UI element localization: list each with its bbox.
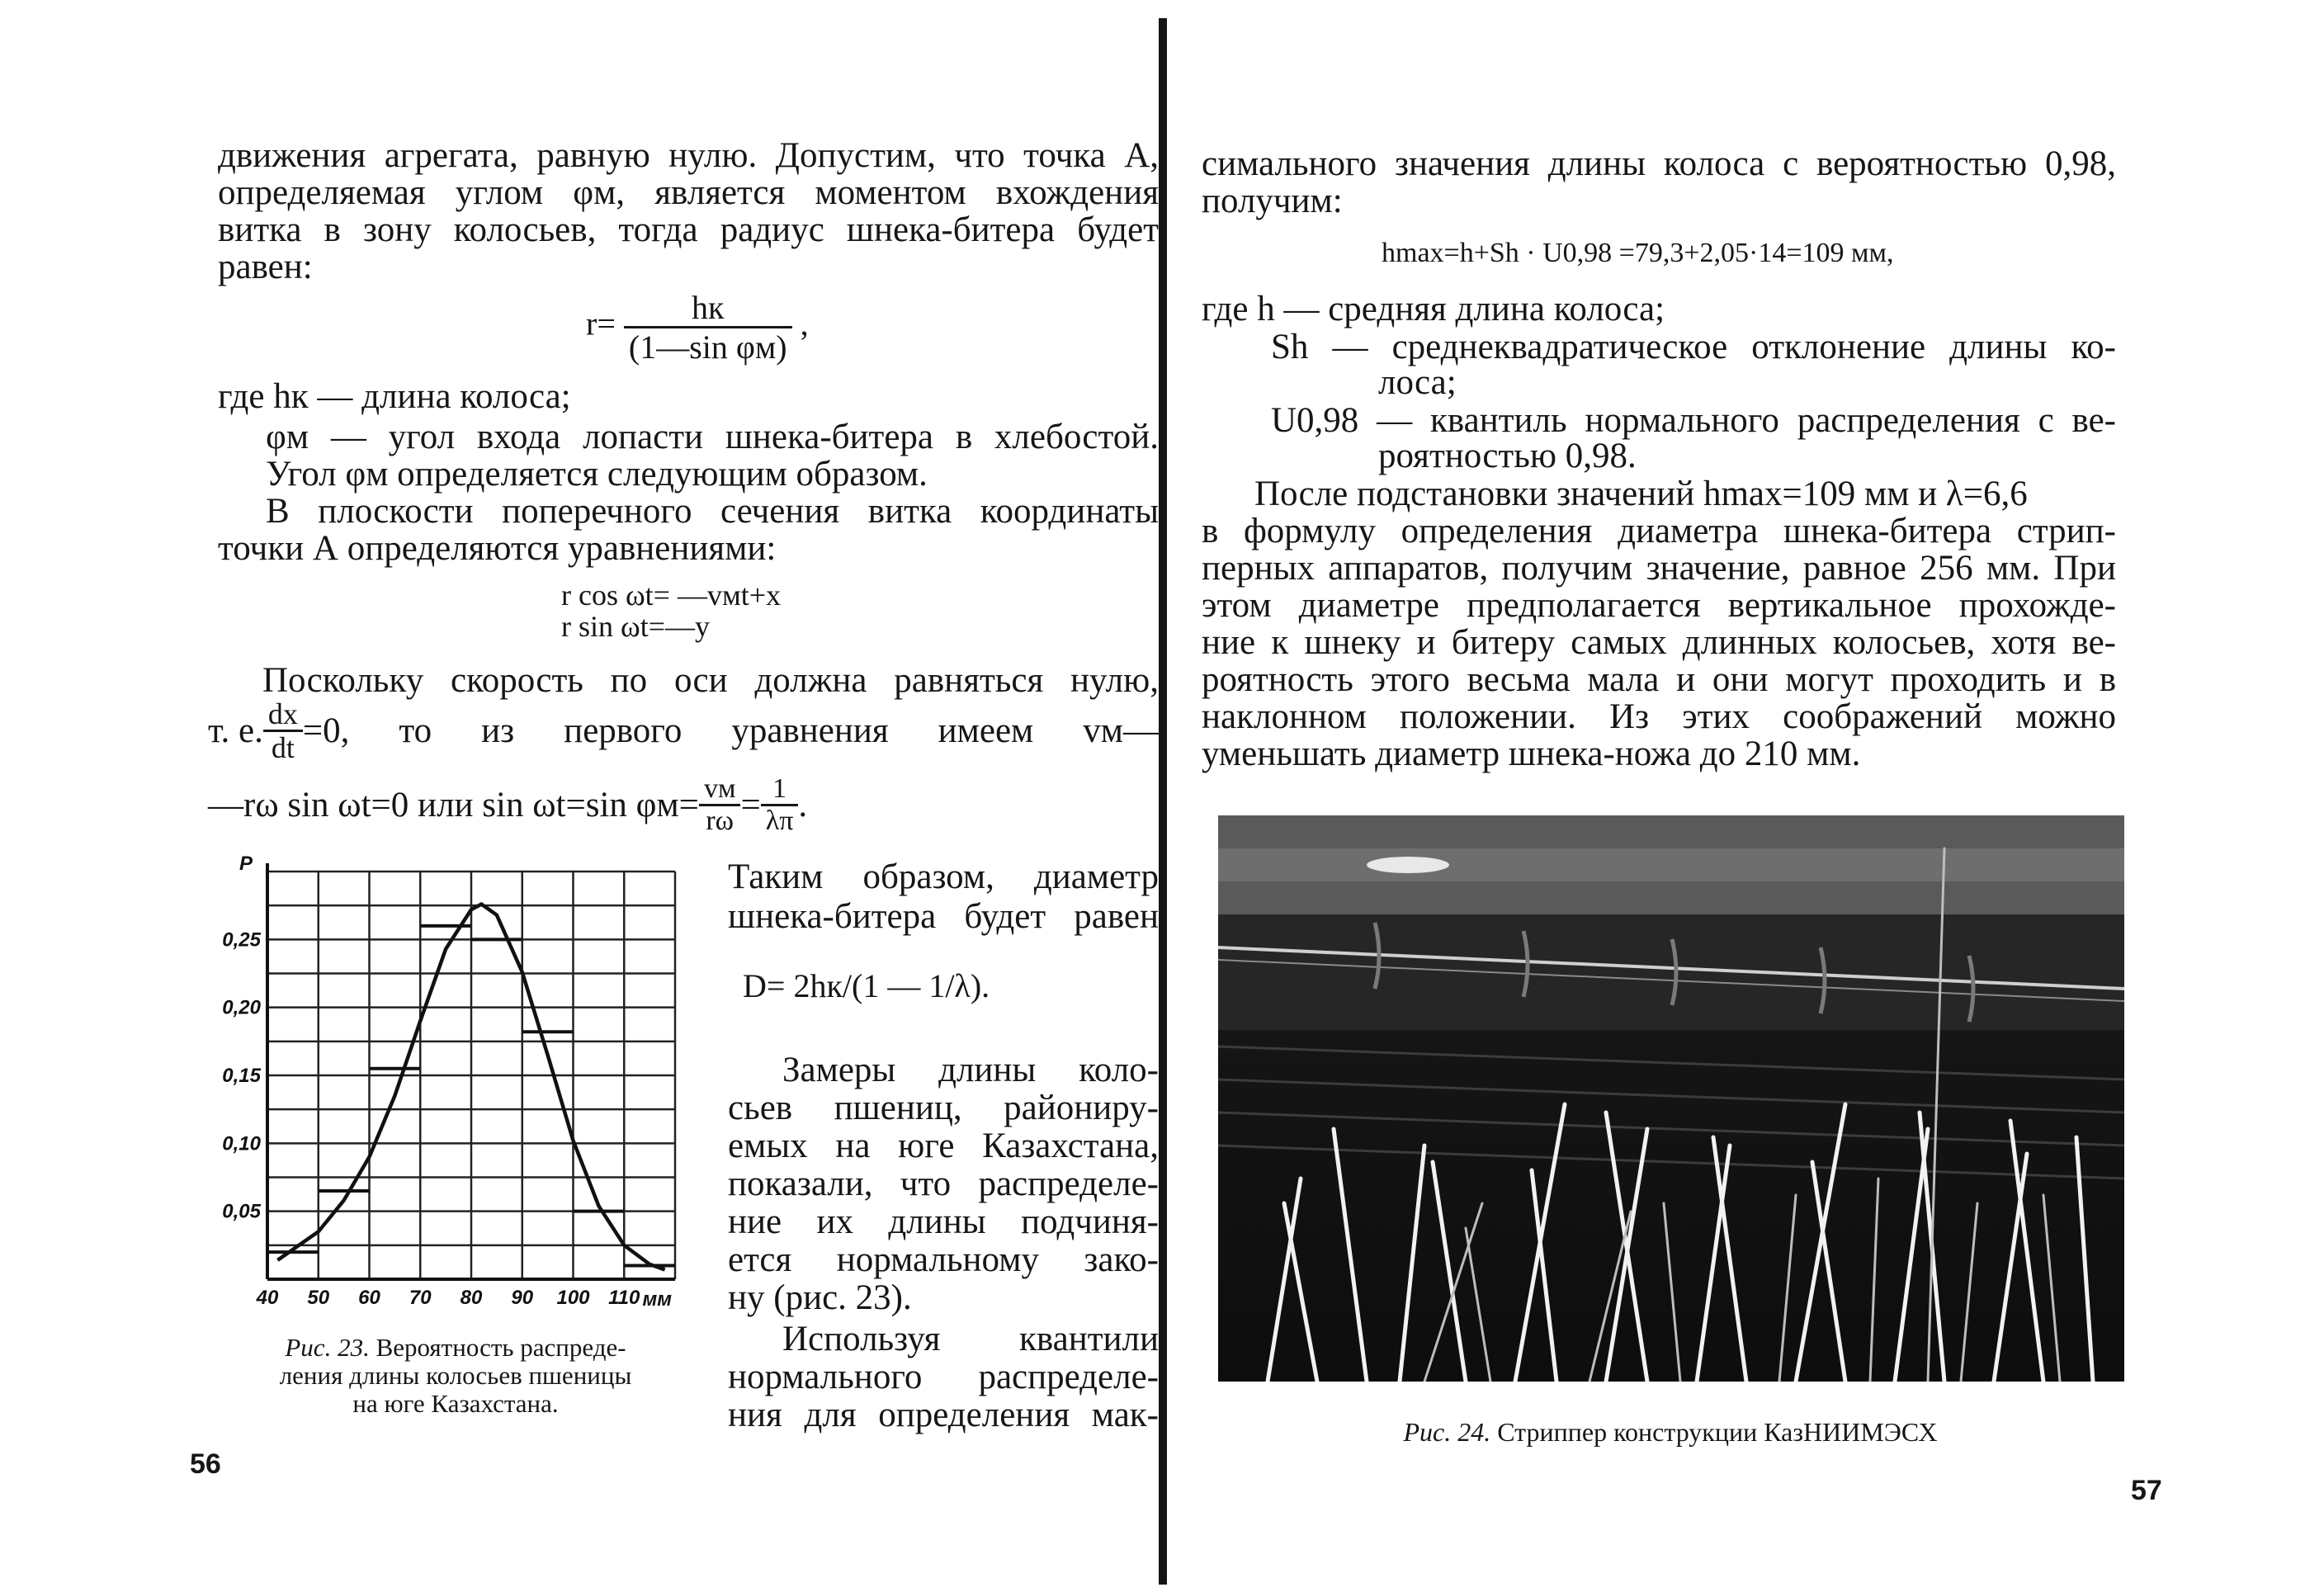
text-line bbox=[208, 774, 807, 836]
y-axis-label: P bbox=[239, 853, 253, 875]
velocity-numerator: vм bbox=[699, 774, 741, 806]
text-line: перных аппаратов, получим значение, равное 256 мм. При bbox=[1202, 549, 2116, 588]
text-line: Поскольку скорость по оси должна равняться нулю, bbox=[262, 661, 1159, 700]
text-line: уменьшать диаметр шнека-ножа до 210 мм. bbox=[1202, 735, 1861, 773]
text-line: равен: bbox=[218, 248, 313, 286]
formula-hmax: hmax=h+Sh · U0,98 =79,3+2,05·14=109 мм, bbox=[1382, 238, 1894, 268]
text-line: ну (рис. 23). bbox=[728, 1278, 912, 1317]
text-line: наклонном положении. Из этих соображений можно bbox=[1202, 697, 2116, 736]
text-line bbox=[208, 698, 1159, 763]
formula-tail: , bbox=[800, 305, 809, 342]
formula-text: (1 — 1/λ). bbox=[852, 967, 990, 1004]
x-tick-label: 90 bbox=[511, 1287, 534, 1309]
histogram-chart bbox=[206, 850, 701, 1312]
text-line: шнека-битера будет равен bbox=[728, 897, 1159, 936]
text-line: показали, что распределе- bbox=[728, 1164, 1159, 1203]
derivative-numerator: dx bbox=[263, 698, 303, 732]
text-line: движения агрегата, равную нулю. Допустим, что точка А, bbox=[218, 136, 1159, 175]
text-line: этом диаметре предполагается вертикальное прохожде- bbox=[1202, 586, 2116, 625]
text-line: где hк — длина колоса; bbox=[218, 377, 571, 416]
equation: r sin ωt=—y bbox=[561, 610, 710, 643]
formula-diameter bbox=[743, 967, 990, 1004]
y-tick-label: 0,05 bbox=[222, 1200, 261, 1223]
text-line: нормального распределе- bbox=[728, 1358, 1159, 1396]
left-page bbox=[0, 0, 1159, 1592]
text-line: сьев пшениц, райониру- bbox=[728, 1089, 1159, 1127]
text-fragment: . bbox=[798, 786, 808, 824]
equation: r cos ωt= —vмt+x bbox=[561, 579, 782, 612]
derivative-denominator: dt bbox=[271, 731, 295, 764]
text-line: Замеры длины коло- bbox=[782, 1051, 1159, 1089]
formula-text: D= 2hк/ bbox=[743, 967, 852, 1004]
x-tick-label: 50 bbox=[307, 1287, 330, 1309]
text-line: роятность этого весьма мала и они могут проходить и в bbox=[1202, 660, 2116, 699]
caption-label: Рис. 23. bbox=[285, 1333, 370, 1362]
figure-caption bbox=[216, 1334, 695, 1418]
velocity-denominator: rω bbox=[706, 805, 735, 836]
text-line: ние к шнеку и битеру самых длинных колосьев, хотя ве- bbox=[1202, 623, 2116, 662]
text-line: Таким образом, диаметр bbox=[728, 857, 1159, 896]
text-fragment: =0, то из первого уравнения имеем vм— bbox=[302, 711, 1159, 750]
lambda-fraction bbox=[761, 774, 799, 836]
text-line: После подстановки значений hmax=109 мм и λ=6,6 bbox=[1254, 475, 2028, 513]
x-tick-label: 110 bbox=[608, 1287, 640, 1309]
text-line: ние их длины подчиня- bbox=[728, 1202, 1159, 1241]
x-axis-label: мм bbox=[642, 1288, 672, 1311]
formula-numerator: hк bbox=[624, 289, 792, 328]
formula-denominator: (1—sin φм) bbox=[628, 328, 787, 366]
formula-radius bbox=[586, 289, 809, 366]
text-fragment: = bbox=[740, 786, 761, 824]
book-gutter bbox=[1159, 18, 1167, 1585]
text-line: Угол φм определяется следующим образом. bbox=[266, 455, 928, 494]
text-line: где h — средняя длина колоса; bbox=[1202, 290, 1665, 328]
text-line: U0,98 — квантиль нормального распределения с ве- bbox=[1271, 401, 2116, 440]
text-line: ется нормальному зако- bbox=[728, 1240, 1159, 1279]
y-tick-label: 0,20 bbox=[222, 996, 261, 1019]
text-line: Sh — среднеквадратическое отклонение длины ко- bbox=[1271, 328, 2116, 366]
derivative-fraction bbox=[263, 698, 303, 763]
caption-text: ления длины колосьев пшеницы bbox=[279, 1361, 632, 1390]
velocity-fraction bbox=[699, 774, 741, 836]
y-tick-label: 0,15 bbox=[222, 1065, 261, 1087]
text-fragment: —rω sin ωt=0 или sin ωt=sin φм= bbox=[208, 786, 699, 824]
text-line: Используя квантили bbox=[782, 1320, 1159, 1358]
text-line: симального значения длины колоса с вероятностью 0,98, bbox=[1202, 144, 2116, 183]
text-line: в формулу определения диаметра шнека-битера стрип- bbox=[1202, 512, 2116, 550]
text-line: емых на юге Казахстана, bbox=[728, 1127, 1159, 1165]
caption-text: Стриппер конструкции КазНИИМЭСХ bbox=[1497, 1417, 1938, 1447]
text-line: точки А определяются уравнениями: bbox=[218, 529, 777, 568]
text-line: определяемая углом φм, является моментом вхождения bbox=[218, 173, 1159, 212]
x-tick-label: 40 bbox=[256, 1287, 279, 1309]
x-tick-label: 80 bbox=[460, 1287, 483, 1309]
text-line: φм — угол входа лопасти шнека-битера в хлебостой. bbox=[266, 418, 1159, 456]
text-line: получим: bbox=[1202, 182, 1343, 220]
y-tick-label: 0,25 bbox=[222, 928, 261, 952]
text-fragment: т. е. bbox=[208, 711, 263, 750]
caption-text: Вероятность распреде- bbox=[376, 1333, 626, 1362]
text-line: В плоскости поперечного сечения витка координаты bbox=[266, 492, 1159, 531]
text-line: ния для определения мак- bbox=[728, 1396, 1159, 1434]
photo-caption bbox=[1266, 1418, 2075, 1446]
formula-fraction bbox=[624, 289, 792, 366]
text-line: лоса; bbox=[1378, 363, 1457, 402]
x-tick-label: 100 bbox=[556, 1287, 590, 1309]
x-tick-label: 60 bbox=[358, 1287, 380, 1309]
lambda-numerator: 1 bbox=[761, 774, 799, 806]
stripper-photo bbox=[1218, 815, 2124, 1382]
page-number: 56 bbox=[190, 1448, 221, 1480]
caption-text: на юге Казахстана. bbox=[352, 1389, 559, 1418]
formula-lhs: r= bbox=[586, 305, 616, 342]
text-line: роятностью 0,98. bbox=[1378, 437, 1637, 475]
x-tick-label: 70 bbox=[409, 1287, 432, 1309]
photo-illustration bbox=[1218, 815, 2124, 1382]
y-tick-label: 0,10 bbox=[222, 1132, 261, 1155]
lambda-denominator: λπ bbox=[765, 805, 794, 836]
text-line: витка в зону колосьев, тогда радиус шнека-битера будет bbox=[218, 210, 1159, 249]
caption-label: Рис. 24. bbox=[1403, 1417, 1491, 1447]
page-number: 57 bbox=[2131, 1475, 2162, 1506]
